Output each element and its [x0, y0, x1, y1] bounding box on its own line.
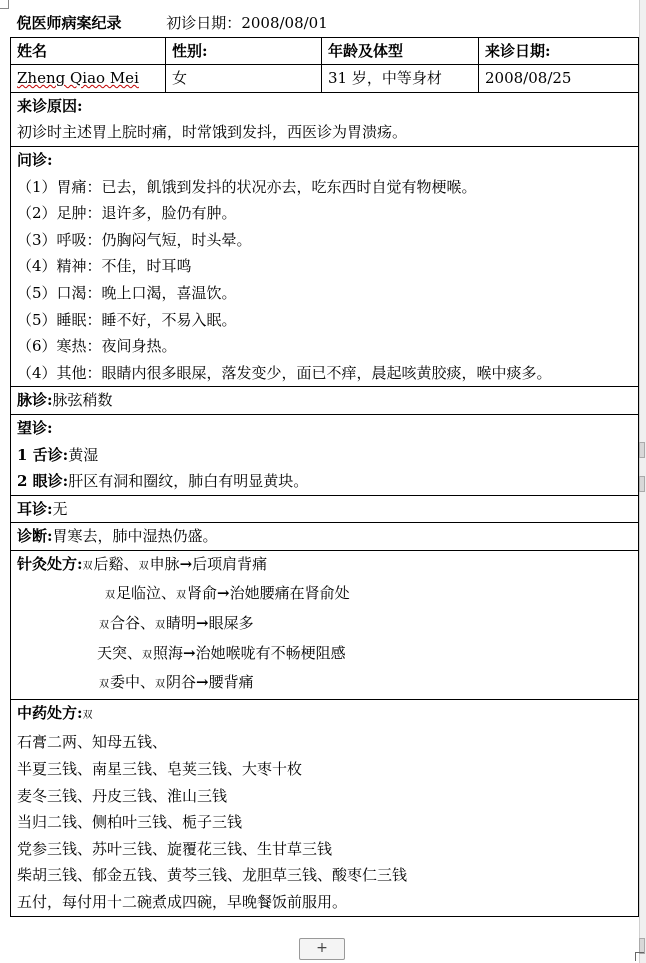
acu-point: 肾俞 [187, 584, 218, 603]
herbal-label: 中药处方: [17, 703, 83, 722]
right-edge-strip [639, 0, 646, 963]
patient-name-cell[interactable] [11, 65, 166, 93]
reason-text: 初诊时主述胃上脘时痛，时常饿到发抖，西医诊为胃溃疡。 [17, 123, 408, 142]
arrow-right-icon: → [196, 673, 209, 692]
record-title: 倪医师病案纪录 [16, 14, 122, 32]
inquiry-item: （6）寒热：夜间身热。 [17, 337, 177, 356]
observe-section[interactable] [11, 414, 639, 495]
ear-label: 耳诊: [17, 499, 53, 518]
arrow-right-icon: → [183, 643, 196, 662]
herbal-line: 柴胡三钱、郁金五钱、黄芩三钱、龙胆草三钱、酸枣仁三钱 [17, 866, 408, 885]
corner-mark [635, 952, 644, 961]
age-label: 年龄及体型 [322, 37, 479, 65]
inquiry-item: （4）精神：不佳，时耳鸣 [17, 257, 192, 276]
herbal-line: 当归二钱、侧柏叶三钱、栀子三钱 [17, 813, 243, 832]
edge-handle[interactable] [639, 442, 645, 458]
reason-label: 来诊原因: [17, 96, 83, 115]
eye-text: 肝区有洞和圈纹，肺白有明显黄块。 [68, 472, 309, 491]
visit-date[interactable]: 2008/08/25 [479, 65, 639, 93]
arrow-right-icon: → [217, 584, 230, 603]
inquiry-section[interactable] [11, 146, 639, 386]
diagnosis-text: 胃寒去，肺中湿热仍盛。 [52, 527, 218, 546]
record-table [10, 10, 639, 917]
acu-indication: 眼屎多 [208, 614, 254, 633]
acu-point: 后谿、 [93, 554, 139, 573]
inquiry-item: （5）口渴：晚上口渴，喜温饮。 [17, 283, 237, 302]
herbal-line: 五付，每付用十二碗煮成四碗，早晚餐饭前服用。 [17, 893, 348, 911]
patient-gender[interactable]: 女 [166, 65, 322, 93]
herbal-section[interactable] [11, 699, 639, 916]
acu-point: 阴谷 [166, 673, 197, 692]
bilateral-mark: 双 [176, 590, 187, 602]
inquiry-item: （5）睡眠：睡不好，不易入眠。 [17, 310, 237, 329]
bilateral-mark: 双 [99, 620, 109, 632]
acu-indication: 后项肩背痛 [192, 554, 268, 573]
visit-date-label: 来诊日期: [479, 37, 639, 65]
acu-point: 委中、 [110, 673, 156, 692]
herbal-line: 半夏三钱、南星三钱、皂荚三钱、大枣十枚 [17, 760, 303, 779]
record-header [11, 10, 639, 37]
name-label: 姓名 [11, 37, 166, 65]
add-row-button[interactable]: + [299, 938, 345, 960]
bilateral-mark: 双 [138, 560, 149, 572]
pulse-label: 脉诊: [17, 391, 53, 410]
reason-section[interactable] [11, 92, 639, 146]
acupuncture-label: 针灸处方: [17, 554, 83, 573]
ear-section[interactable] [11, 495, 639, 523]
eye-label: 2 眼诊: [17, 472, 69, 491]
observe-label: 望诊: [17, 418, 53, 437]
herbal-line: 党参三钱、苏叶三钱、旋覆花三钱、生甘草三钱 [17, 839, 333, 858]
bilateral-mark: 双 [82, 709, 93, 721]
patient-name: Zheng Qiao Mei [17, 69, 139, 88]
pulse-section[interactable] [11, 387, 639, 415]
first-visit-label: 初诊日期： [166, 14, 242, 32]
inquiry-label: 问诊: [17, 150, 53, 169]
diagnosis-section[interactable] [11, 523, 639, 551]
bilateral-mark: 双 [105, 590, 115, 602]
first-visit-date: 2008/08/01 [241, 14, 328, 32]
herbal-line: 石膏二两、知母五钱、 [17, 733, 168, 752]
edge-handle[interactable] [639, 476, 645, 492]
diagnosis-label: 诊断: [17, 527, 53, 546]
patient-age-body[interactable]: 31 岁，中等身材 [322, 65, 479, 93]
herbal-line: 麦冬三钱、丹皮三钱、淮山三钱 [17, 786, 228, 805]
acu-indication: 治她腰痛在肾俞处 [229, 584, 350, 603]
inquiry-item: （1）胃痛：已去，飢饿到发抖的状况亦去，吃东西时自觉有物梗喉。 [17, 177, 477, 196]
inquiry-item: （4）其他：眼睛内很多眼屎，落发变少，面已不痒，晨起咳黄胶痰，喉中痰多。 [17, 363, 552, 382]
bilateral-mark: 双 [155, 620, 166, 632]
arrow-right-icon: → [179, 554, 193, 573]
acu-indication: 治她喉咙有不畅梗阻感 [195, 643, 346, 662]
bilateral-mark: 双 [155, 679, 166, 691]
tongue-label: 1 舌诊: [17, 445, 69, 464]
acu-indication: 腰背痛 [208, 673, 254, 692]
acu-point: 合谷、 [110, 614, 156, 633]
pulse-text: 脉弦稍数 [52, 391, 113, 410]
acupuncture-section[interactable] [11, 550, 639, 699]
page-corner-mark [0, 0, 9, 9]
bilateral-mark: 双 [82, 560, 93, 572]
acu-point: 申脉 [149, 554, 180, 573]
tongue-text: 黄湿 [68, 445, 99, 464]
acu-point: 天突、 [97, 643, 143, 662]
bilateral-mark: 双 [99, 679, 109, 691]
acu-point: 足临泣、 [116, 584, 177, 603]
ear-text: 无 [52, 499, 68, 518]
acu-point: 睛明 [166, 614, 197, 633]
medical-record [10, 10, 638, 917]
acu-point: 照海 [153, 643, 184, 662]
gender-label: 性别: [166, 37, 322, 65]
inquiry-item: （3）呼吸：仍胸闷气短，时头晕。 [17, 230, 252, 249]
inquiry-item: （2）足肿：退许多，脸仍有肿。 [17, 204, 237, 223]
arrow-right-icon: → [196, 614, 209, 633]
bilateral-mark: 双 [142, 649, 153, 661]
